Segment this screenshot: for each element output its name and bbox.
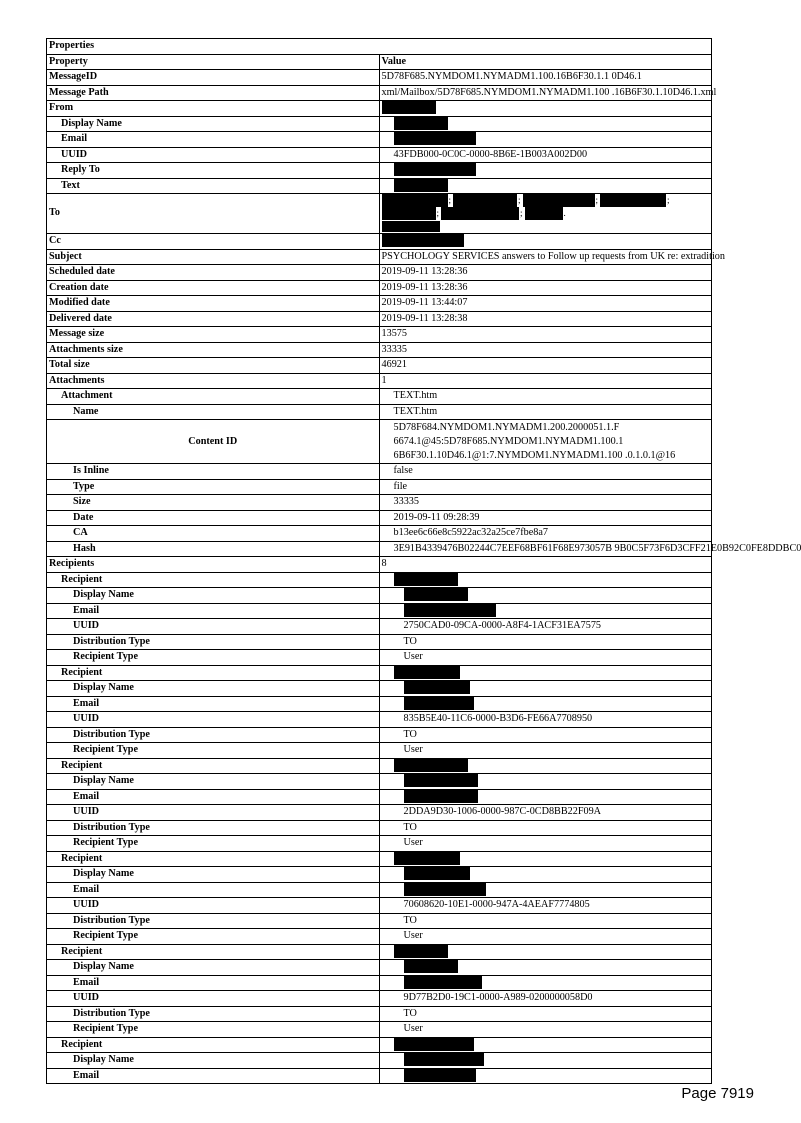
distribution-type-label: Distribution Type <box>47 820 380 836</box>
email-value <box>379 1068 712 1084</box>
attachments-count: 1 <box>379 373 712 389</box>
redaction-box <box>404 960 458 973</box>
uuid-value: 2DDA9D30-1006-0000-987C-0CD8BB22F09A <box>379 805 712 821</box>
message-id-value: 5D78F685.NYMDOM1.NYMADM1.100.16B6F30.1.1 0D46.1 <box>379 70 712 86</box>
display-name-label: Display Name <box>47 1053 380 1069</box>
recipient-value <box>379 851 712 867</box>
table-row <box>47 280 712 296</box>
content-id-value <box>379 420 712 464</box>
redaction-box <box>404 588 468 601</box>
redaction-box <box>394 117 448 130</box>
redaction-box <box>523 194 595 207</box>
table-row <box>47 526 712 542</box>
uuid-value: 9D77B2D0-19C1-0000-A989-0200000058D0 <box>379 991 712 1007</box>
display-name-label: Display Name <box>47 774 380 790</box>
table-row <box>47 178 712 194</box>
email-value <box>379 975 712 991</box>
email-value <box>379 603 712 619</box>
table-row <box>47 510 712 526</box>
table-row <box>47 147 712 163</box>
total-size-label: Total size <box>47 358 380 374</box>
table-row <box>47 650 712 666</box>
from-text-label: Text <box>47 178 380 194</box>
distribution-type-value: TO <box>379 820 712 836</box>
redaction-box <box>404 681 470 694</box>
from-uuid-label: UUID <box>47 147 380 163</box>
table-row <box>47 358 712 374</box>
table-row <box>47 805 712 821</box>
table-row <box>47 882 712 898</box>
redaction-box <box>441 207 519 220</box>
modified-label: Modified date <box>47 296 380 312</box>
redaction-box <box>404 1053 484 1066</box>
message-id-label: MessageID <box>47 70 380 86</box>
email-value <box>379 789 712 805</box>
from-display-name-value <box>379 116 712 132</box>
header-value: Value <box>379 54 712 70</box>
table-row <box>47 1053 712 1069</box>
recipient-value <box>379 665 712 681</box>
redaction-box <box>394 179 448 192</box>
uuid-value: 70608620-10E1-0000-947A-4AEAF7774805 <box>379 898 712 914</box>
recipient-type-label: Recipient Type <box>47 1022 380 1038</box>
recipient-label: Recipient <box>47 944 380 960</box>
from-text-value <box>379 178 712 194</box>
table-row <box>47 836 712 852</box>
redaction-box <box>394 1038 474 1051</box>
table-row <box>47 541 712 557</box>
table-row <box>47 420 712 464</box>
recipient-label: Recipient <box>47 851 380 867</box>
table-row <box>47 132 712 148</box>
redaction-box <box>404 1069 476 1082</box>
email-label: Email <box>47 882 380 898</box>
table-row <box>47 867 712 883</box>
recipient-label: Recipient <box>47 758 380 774</box>
redaction-box <box>394 573 458 586</box>
recipients-count: 8 <box>379 557 712 573</box>
table-row <box>47 572 712 588</box>
email-value <box>379 882 712 898</box>
redaction-box <box>600 194 666 207</box>
from-label: From <box>47 101 380 117</box>
table-row <box>47 991 712 1007</box>
table-row <box>47 163 712 179</box>
distribution-type-label: Distribution Type <box>47 1006 380 1022</box>
date-value: 2019-09-11 09:28:39 <box>379 510 712 526</box>
table-row <box>47 681 712 697</box>
recipient-value <box>379 944 712 960</box>
table-row <box>47 265 712 281</box>
attachment-name-label: Name <box>47 404 380 420</box>
table-row <box>47 588 712 604</box>
message-size-label: Message size <box>47 327 380 343</box>
distribution-type-label: Distribution Type <box>47 913 380 929</box>
table-row <box>47 960 712 976</box>
redaction-box <box>404 976 482 989</box>
table-row <box>47 619 712 635</box>
table-row <box>47 327 712 343</box>
table-row <box>47 479 712 495</box>
creation-label: Creation date <box>47 280 380 296</box>
is-inline-value: false <box>379 464 712 480</box>
reply-to-value <box>379 163 712 179</box>
delivered-label: Delivered date <box>47 311 380 327</box>
table-row <box>47 774 712 790</box>
from-email-value <box>379 132 712 148</box>
table-row <box>47 557 712 573</box>
table-row <box>47 116 712 132</box>
attachments-label: Attachments <box>47 373 380 389</box>
cc-value <box>379 234 712 250</box>
cc-label: Cc <box>47 234 380 250</box>
redaction-box <box>382 194 448 207</box>
type-value: file <box>379 479 712 495</box>
table-row <box>47 85 712 101</box>
type-label: Type <box>47 479 380 495</box>
from-email-label: Email <box>47 132 380 148</box>
is-inline-label: Is Inline <box>47 464 380 480</box>
email-label: Email <box>47 696 380 712</box>
email-label: Email <box>47 789 380 805</box>
redaction-box <box>404 883 486 896</box>
table-row <box>47 944 712 960</box>
email-label: Email <box>47 603 380 619</box>
recipient-value <box>379 758 712 774</box>
redaction-box <box>404 774 478 787</box>
table-row <box>47 1068 712 1084</box>
table-row <box>47 712 712 728</box>
redaction-box <box>525 207 563 220</box>
recipient-type-value: User <box>379 1022 712 1038</box>
recipient-type-value: User <box>379 929 712 945</box>
display-name-label: Display Name <box>47 960 380 976</box>
from-value <box>379 101 712 117</box>
table-row <box>47 1006 712 1022</box>
subject-value: PSYCHOLOGY SERVICES answers to Follow up requests from UK re: extradition <box>379 249 712 265</box>
size-value: 33335 <box>379 495 712 511</box>
recipient-value <box>379 572 712 588</box>
table-row <box>47 1022 712 1038</box>
redaction-box <box>382 221 440 232</box>
table-row <box>47 898 712 914</box>
attachment-label: Attachment <box>47 389 380 405</box>
table-row <box>47 913 712 929</box>
delivered-value: 2019-09-11 13:28:38 <box>379 311 712 327</box>
message-path-value: xml/Mailbox/5D78F685.NYMDOM1.NYMADM1.100 .16B6F30.1.10D46.1.xml <box>379 85 712 101</box>
display-name-value <box>379 960 712 976</box>
distribution-type-value: TO <box>379 913 712 929</box>
display-name-label: Display Name <box>47 867 380 883</box>
table-row <box>47 743 712 759</box>
redaction-box <box>404 697 474 710</box>
recipient-label: Recipient <box>47 1037 380 1053</box>
table-row <box>47 342 712 358</box>
modified-value: 2019-09-11 13:44:07 <box>379 296 712 312</box>
redaction-box <box>404 790 478 803</box>
header-row <box>47 54 712 70</box>
redaction-box <box>382 101 436 114</box>
uuid-value: 2750CAD0-09CA-0000-A8F4-1ACF31EA7575 <box>379 619 712 635</box>
uuid-value: 835B5E40-11C6-0000-B3D6-FE66A7708950 <box>379 712 712 728</box>
table-row <box>47 820 712 836</box>
table-row <box>47 389 712 405</box>
display-name-value <box>379 1053 712 1069</box>
table-row <box>47 464 712 480</box>
table-row <box>47 101 712 117</box>
redaction-box <box>453 194 517 207</box>
properties-table <box>46 38 801 1084</box>
header-property: Property <box>47 54 380 70</box>
table-row <box>47 296 712 312</box>
content-id-line: 5D78F684.NYMDOM1.NYMADM1.200.2000051.1.F <box>393 421 620 433</box>
distribution-type-value: TO <box>379 1006 712 1022</box>
attachments-size-value: 33335 <box>379 342 712 358</box>
from-uuid-value: 43FDB000-0C0C-0000-8B6E-1B003A002D00 <box>379 147 712 163</box>
table-row <box>47 373 712 389</box>
to-label: To <box>47 194 380 234</box>
redaction-box <box>394 945 448 958</box>
display-name-value <box>379 867 712 883</box>
table-row <box>47 851 712 867</box>
distribution-type-value: TO <box>379 727 712 743</box>
redaction-box <box>394 759 468 772</box>
content-id-line: 6674.1@45:5D78F685.NYMDOM1.NYMADM1.100.1 <box>393 435 624 447</box>
uuid-label: UUID <box>47 619 380 635</box>
distribution-type-label: Distribution Type <box>47 634 380 650</box>
recipient-type-value: User <box>379 650 712 666</box>
subject-label: Subject <box>47 249 380 265</box>
table-row <box>47 975 712 991</box>
recipients-label: Recipients <box>47 557 380 573</box>
date-label: Date <box>47 510 380 526</box>
display-name-label: Display Name <box>47 588 380 604</box>
table-row <box>47 634 712 650</box>
content-id-line: 6B6F30.1.10D46.1@1:7.NYMDOM1.NYMADM1.100 .0.1.0.1@16 <box>393 449 676 461</box>
redaction-box <box>394 132 476 145</box>
redaction-box <box>382 207 436 220</box>
recipient-value <box>379 1037 712 1053</box>
email-label: Email <box>47 975 380 991</box>
table-title: Properties <box>47 39 712 55</box>
display-name-label: Display Name <box>47 681 380 697</box>
table-row <box>47 603 712 619</box>
distribution-type-label: Distribution Type <box>47 727 380 743</box>
email-value <box>379 696 712 712</box>
recipient-type-value: User <box>379 836 712 852</box>
message-size-value: 13575 <box>379 327 712 343</box>
table-row <box>47 249 712 265</box>
hash-label: Hash <box>47 541 380 557</box>
hash-value: 3E91B4339476B02244C7EEF68BF61F68E973057B 9B0C5F73F6D3CFF21E0B92C0FE8DDBC0 <box>379 541 712 557</box>
redaction-box <box>382 234 464 247</box>
page-number: Page 7919 <box>681 1085 754 1102</box>
distribution-type-value: TO <box>379 634 712 650</box>
recipient-type-label: Recipient Type <box>47 836 380 852</box>
recipient-type-label: Recipient Type <box>47 650 380 666</box>
redaction-box <box>404 867 470 880</box>
redaction-box <box>394 666 460 679</box>
display-name-value <box>379 774 712 790</box>
table-row <box>47 194 712 234</box>
display-name-value <box>379 588 712 604</box>
email-label: Email <box>47 1068 380 1084</box>
to-value: ; ; ; ;; ; . <box>379 194 712 234</box>
table-row <box>47 758 712 774</box>
ca-value: b13ee6c66e8c5922ac32a25ce7fbe8a7 <box>379 526 712 542</box>
reply-to-label: Reply To <box>47 163 380 179</box>
creation-value: 2019-09-11 13:28:36 <box>379 280 712 296</box>
recipient-label: Recipient <box>47 665 380 681</box>
uuid-label: UUID <box>47 805 380 821</box>
redaction-box <box>394 852 460 865</box>
display-name-value <box>379 681 712 697</box>
uuid-label: UUID <box>47 898 380 914</box>
redaction-box <box>404 604 496 617</box>
recipient-type-label: Recipient Type <box>47 743 380 759</box>
table-row <box>47 495 712 511</box>
scheduled-value: 2019-09-11 13:28:36 <box>379 265 712 281</box>
ca-label: CA <box>47 526 380 542</box>
table-row <box>47 311 712 327</box>
table-row <box>47 404 712 420</box>
table-row <box>47 929 712 945</box>
title-row <box>47 39 712 55</box>
table-row <box>47 789 712 805</box>
from-display-name-label: Display Name <box>47 116 380 132</box>
table-row <box>47 727 712 743</box>
redaction-box <box>394 163 476 176</box>
message-path-label: Message Path <box>47 85 380 101</box>
uuid-label: UUID <box>47 712 380 728</box>
table-row <box>47 696 712 712</box>
content-id-label: Content ID <box>47 420 380 464</box>
table-row <box>47 1037 712 1053</box>
scheduled-label: Scheduled date <box>47 265 380 281</box>
table-row <box>47 665 712 681</box>
attachment-value: TEXT.htm <box>379 389 712 405</box>
recipient-type-label: Recipient Type <box>47 929 380 945</box>
recipient-type-value: User <box>379 743 712 759</box>
recipient-label: Recipient <box>47 572 380 588</box>
uuid-label: UUID <box>47 991 380 1007</box>
attachment-name-value: TEXT.htm <box>379 404 712 420</box>
size-label: Size <box>47 495 380 511</box>
attachments-size-label: Attachments size <box>47 342 380 358</box>
total-size-value: 46921 <box>379 358 712 374</box>
table-row <box>47 234 712 250</box>
table-row <box>47 70 712 86</box>
